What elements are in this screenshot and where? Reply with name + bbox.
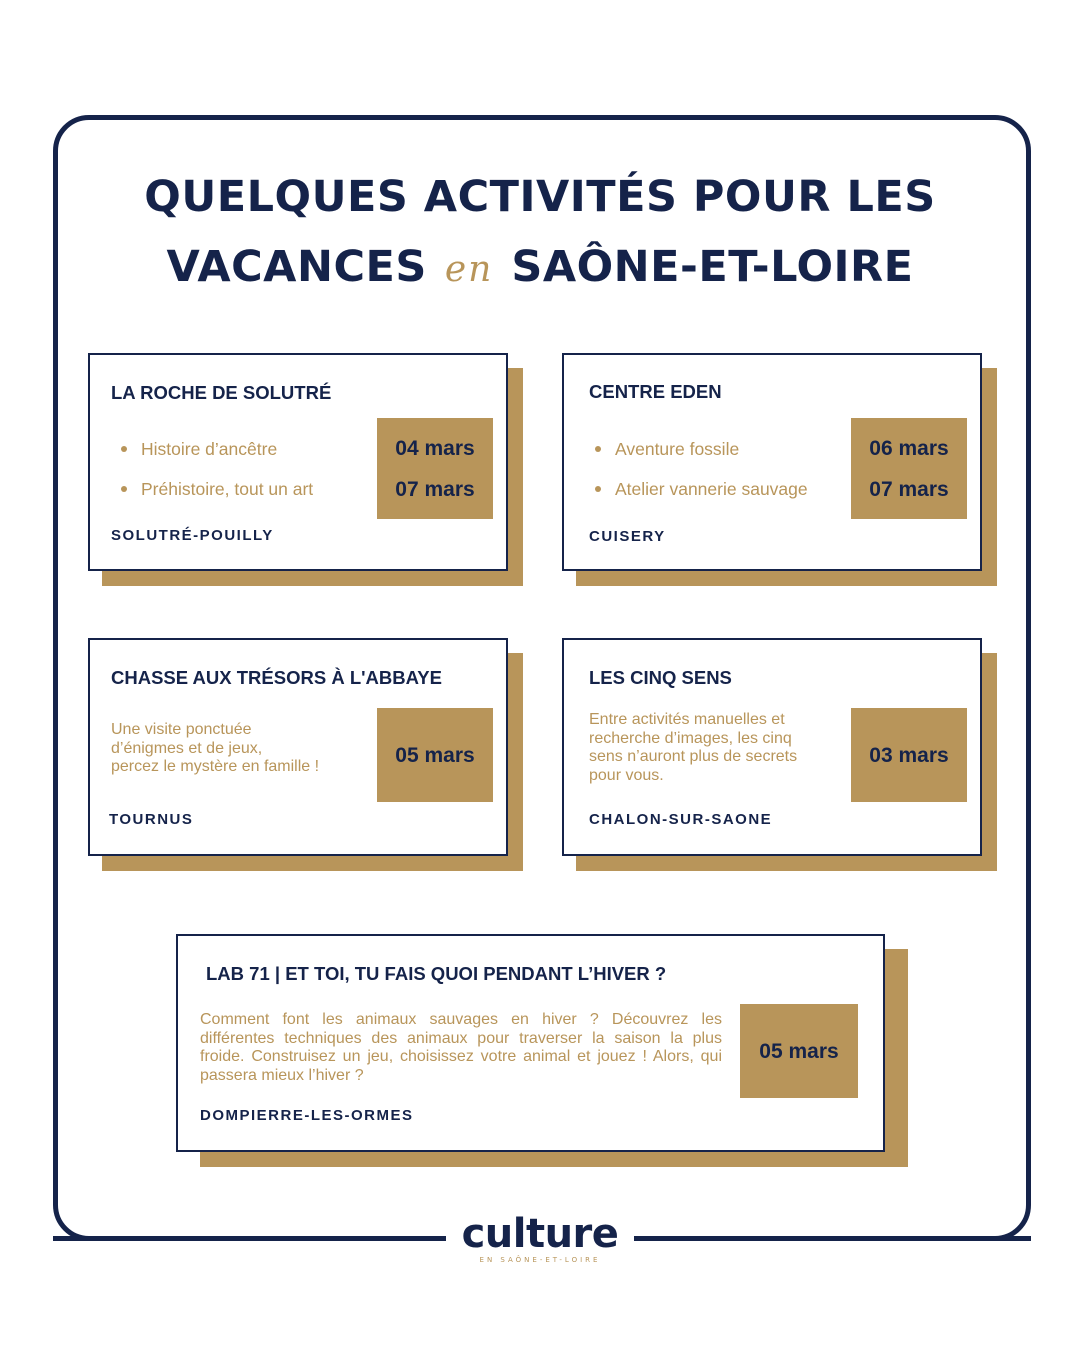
location-label: TOURNUS [109, 811, 194, 828]
description-line: Une visite ponctuée [111, 721, 252, 738]
activity-item: Aventure fossile [591, 438, 808, 478]
card-body [562, 353, 982, 571]
card-body [88, 353, 508, 571]
activity-description: Comment font les animaux sauvages en hiver ? Découvrez les différentes techniques des animaux pour traverser la saison la plus froide. Construisez un jeu, choisissez votre animal et jouez ! Alors, qui passera mieux l’hiver ? [200, 1011, 722, 1084]
location-label: CHALON-SUR-SAONE [589, 811, 773, 828]
activity-item: Préhistoire, tout un art [117, 478, 313, 518]
date-label: 06 mars [869, 436, 949, 460]
page-title-connector: en [444, 249, 494, 290]
logo-subtitle: EN SAÔNE-ET-LOIRE [479, 1256, 601, 1264]
date-box [740, 1004, 858, 1098]
culture-logo [446, 1212, 634, 1265]
activity-card-solutre[interactable] [88, 353, 523, 586]
footer-rule-left [53, 1236, 446, 1241]
activity-card-abbaye[interactable] [88, 638, 523, 871]
card-title: LAB 71 | ET TOI, TU FAIS QUOI PENDANT L’HIVER ? [206, 963, 667, 984]
location-label: CUISERY [589, 528, 666, 545]
card-title: LES CINQ SENS [589, 667, 732, 688]
date-label: 07 mars [869, 477, 949, 501]
card-title: CHASSE AUX TRÉSORS À L'ABBAYE [111, 667, 442, 688]
activity-card-eden[interactable] [562, 353, 997, 586]
date-label: 04 mars [395, 436, 475, 460]
description-line: pour vous. [589, 766, 664, 784]
date-label: 05 mars [395, 743, 475, 767]
date-label: 07 mars [395, 477, 475, 501]
page-title-region: SAÔNE-ET-LOIRE [511, 242, 914, 292]
card-body [176, 934, 885, 1152]
logo-wordmark: culture [461, 1211, 619, 1257]
card-title: LA ROCHE DE SOLUTRÉ [111, 382, 332, 403]
activity-item: Atelier vannerie sauvage [591, 478, 808, 518]
card-body [562, 638, 982, 856]
page-title-line-1: QUELQUES ACTIVITÉS POUR LES [144, 172, 936, 222]
date-label: 05 mars [759, 1039, 839, 1063]
card-body [88, 638, 508, 856]
description-line: recherche d’images, les cinq [589, 729, 792, 747]
activity-list [591, 438, 808, 518]
activity-description [111, 721, 371, 777]
activity-card-lab71[interactable] [176, 934, 908, 1167]
page-title-vacances: VACANCES [166, 242, 427, 292]
date-box [377, 708, 493, 802]
location-label: SOLUTRÉ-POUILLY [111, 527, 274, 544]
description-line: sens n’auront plus de secrets [589, 748, 798, 765]
location-label: DOMPIERRE-LES-ORMES [200, 1107, 414, 1124]
card-title: CENTRE EDEN [589, 381, 722, 402]
page-title-line-2 [0, 242, 1080, 292]
activity-list [117, 438, 313, 518]
footer-rule-right [634, 1236, 1031, 1241]
date-box [851, 708, 967, 802]
description-line: d’énigmes et de jeux, [111, 739, 263, 757]
activity-item: Histoire d’ancêtre [117, 438, 313, 478]
date-label: 03 mars [869, 743, 949, 767]
description-line: Entre activités manuelles et [589, 711, 785, 728]
description-line: percez le mystère en famille ! [111, 758, 320, 775]
activity-card-cinq-sens[interactable] [562, 638, 997, 871]
activity-description [589, 711, 849, 785]
date-box [851, 418, 967, 519]
date-box [377, 418, 493, 519]
